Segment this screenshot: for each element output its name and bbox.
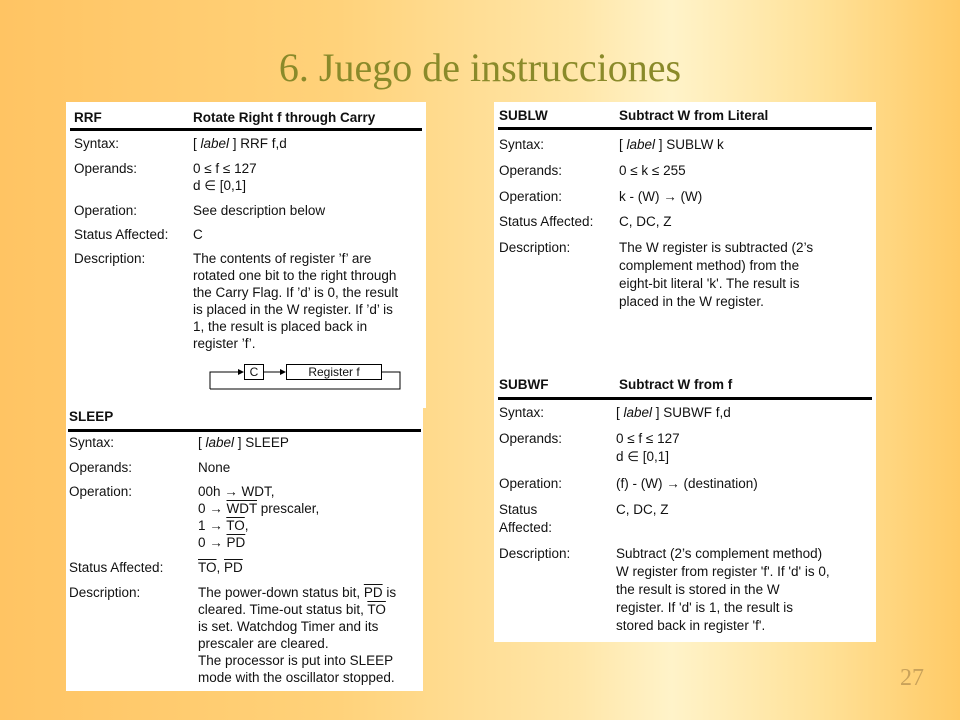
sublw-status: C, DC, Z xyxy=(619,214,672,229)
subwf-name: Subtract W from f xyxy=(619,377,733,392)
subwf-operands-range: 0 ≤ f ≤ 127 xyxy=(616,431,680,446)
carry-flag-box: C xyxy=(244,364,264,380)
slide-title: 6. Juego de instrucciones xyxy=(278,45,682,90)
sublw-description-line: placed in the W register. xyxy=(619,294,764,309)
sublw-operation: k - (W) → (W) xyxy=(619,189,703,204)
rrf-mnemonic: RRF xyxy=(74,110,102,125)
sublw-header-rule xyxy=(498,127,872,130)
sleep-syntax-label: Syntax: xyxy=(69,435,115,450)
subwf-operands-label: Operands: xyxy=(499,431,563,446)
subwf-description-line: the result is stored in the W xyxy=(616,582,780,597)
sleep-description-line: cleared. Time-out status bit, $\overline{TO}$ xyxy=(198,602,386,617)
subwf-status-label-2: Affected: xyxy=(499,520,553,535)
sleep-header-rule xyxy=(68,429,421,432)
sublw-description-line: The W register is subtracted (2’s xyxy=(619,240,814,255)
sleep-operands-label: Operands: xyxy=(69,460,133,475)
subwf-mnemonic: SUBWF xyxy=(499,377,549,392)
sleep-description-line: prescaler are cleared. xyxy=(198,636,329,651)
sublw-mnemonic: SUBLW xyxy=(499,108,548,123)
subwf-description-line: register. If 'd' is 1, the result is xyxy=(616,600,793,615)
rrf-description-line: register ’f’. xyxy=(193,336,256,351)
rrf-operation: See description below xyxy=(193,203,326,218)
sleep-description-line: is set. Watchdog Timer and its xyxy=(198,619,379,634)
subwf-description-label: Description: xyxy=(499,546,571,561)
subwf-status: C, DC, Z xyxy=(616,502,669,517)
sleep-operands: None xyxy=(198,460,231,475)
rrf-operands-d: d ∈ [0,1] xyxy=(193,178,247,193)
rrf-description-line: 1, the result is placed back in xyxy=(193,319,368,334)
sublw-description-line: complement method) from the xyxy=(619,258,800,273)
rrf-instruction-card xyxy=(66,102,426,408)
rrf-name: Rotate Right f through Carry xyxy=(193,110,376,125)
subwf-description-line: W register from register 'f'. If 'd' is 0, xyxy=(616,564,830,579)
sublw-operands: 0 ≤ k ≤ 255 xyxy=(619,163,686,178)
sleep-description-line: The processor is put into SLEEP xyxy=(198,653,394,668)
subwf-description-line: stored back in register 'f'. xyxy=(616,618,766,633)
sublw-subwf-instruction-card xyxy=(494,102,876,642)
sublw-status-label: Status Affected: xyxy=(499,214,594,229)
sleep-status-label: Status Affected: xyxy=(69,560,164,575)
sleep-description-line: The power-down status bit, $\overline{PD}$ is xyxy=(198,585,397,600)
sleep-operation-line: $1 \to \overline{TO}$, xyxy=(198,518,249,533)
sublw-syntax-label: Syntax: xyxy=(499,137,545,152)
sleep-operation-line: 00h → WDT, xyxy=(198,484,275,499)
subwf-header-rule xyxy=(498,397,872,400)
rrf-operands-range: 0 ≤ f ≤ 127 xyxy=(193,161,257,176)
sublw-description-label: Description: xyxy=(499,240,571,255)
page-number: 27 xyxy=(900,665,924,691)
rrf-status: C xyxy=(193,227,203,242)
sleep-instruction-card xyxy=(66,408,423,691)
sleep-syntax: [ label ] SLEEP xyxy=(198,435,289,450)
rrf-syntax-label: Syntax: xyxy=(74,136,120,151)
sleep-description-line: mode with the oscillator stopped. xyxy=(198,670,395,685)
sublw-operands-label: Operands: xyxy=(499,163,563,178)
register-f-box: Register f xyxy=(286,364,382,380)
rrf-description-line: is placed in the W register. If ’d’ is xyxy=(193,302,393,317)
rrf-description-line: The contents of register ’f’ are xyxy=(193,251,372,266)
sleep-mnemonic: SLEEP xyxy=(69,409,114,424)
rotate-through-carry-diagram xyxy=(206,360,406,394)
sublw-name: Subtract W from Literal xyxy=(619,108,769,123)
rrf-description-line: the Carry Flag. If ’d’ is 0, the result xyxy=(193,285,399,300)
sleep-description-label: Description: xyxy=(69,585,141,600)
rrf-syntax: [ label ] RRF f,d xyxy=(193,136,287,151)
subwf-syntax: [ label ] SUBWF f,d xyxy=(616,405,731,420)
rrf-operands-label: Operands: xyxy=(74,161,138,176)
rrf-status-label: Status Affected: xyxy=(74,227,169,242)
subwf-status-label: Status xyxy=(499,502,538,517)
rrf-description-label: Description: xyxy=(74,251,146,266)
sublw-description-line: eight-bit literal 'k'. The result is xyxy=(619,276,800,291)
sublw-syntax: [ label ] SUBLW k xyxy=(619,137,724,152)
subwf-operation-label: Operation: xyxy=(499,476,563,491)
subwf-syntax-label: Syntax: xyxy=(499,405,545,420)
rrf-description-line: rotated one bit to the right through xyxy=(193,268,397,283)
sleep-status: $\overline{TO}$, $\overline{PD}$ xyxy=(198,560,243,575)
subwf-operation: (f) - (W) → (destination) xyxy=(616,476,758,491)
sleep-operation-line: $0 \to \overline{WDT}$ prescaler, xyxy=(198,501,320,516)
sublw-operation-label: Operation: xyxy=(499,189,563,204)
rrf-operation-label: Operation: xyxy=(74,203,138,218)
sleep-operation-line: $0 \to \overline{PD}$ xyxy=(198,535,246,550)
subwf-operands-d: d ∈ [0,1] xyxy=(616,449,670,464)
subwf-description-line: Subtract (2’s complement method) xyxy=(616,546,823,561)
rrf-header-rule xyxy=(70,128,422,131)
sleep-operation-label: Operation: xyxy=(69,484,133,499)
